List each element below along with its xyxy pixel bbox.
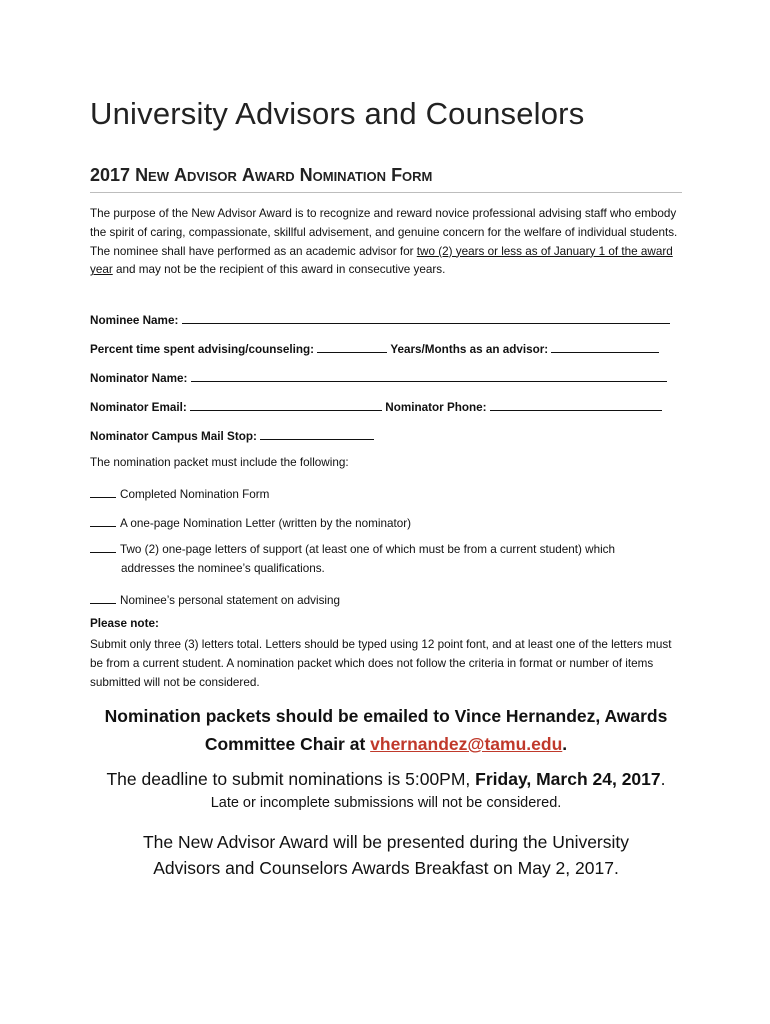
campus-mail-blank[interactable] <box>260 427 374 440</box>
email-link[interactable]: vhernandez@tamu.edu <box>370 734 563 754</box>
percent-time-label: Percent time spent advising/counseling: <box>90 343 315 356</box>
purpose-criteria: two (2) years or less as of January 1 of the award year <box>90 244 673 277</box>
nominator-name-blank[interactable] <box>191 369 667 382</box>
deadline-line <box>90 767 682 791</box>
subtitle-word: Form <box>391 165 433 185</box>
packet-item <box>90 540 682 578</box>
packet-item-checkbox[interactable] <box>90 485 116 498</box>
nominator-contact-row <box>90 398 662 414</box>
nominator-phone-blank[interactable] <box>490 398 662 411</box>
subtitle-year: 2017 <box>90 165 131 185</box>
packet-item-label: Two (2) one-page letters of support (at least one of which must be from a current student) which <box>120 543 616 556</box>
page-title: University Advisors and Counselors <box>90 96 585 131</box>
nominee-name-blank[interactable] <box>182 311 670 324</box>
email-line-1: Nomination packets should be emailed to Vince Hernandez, Awards <box>104 706 668 726</box>
presentation-line-2: Advisors and Counselors Awards Breakfast on May 2, 2017. <box>153 858 619 878</box>
presentation-note <box>90 829 682 881</box>
subtitle-word: Nomination <box>299 165 387 185</box>
packet-item-label: Nominee’s personal statement on advising <box>120 594 341 607</box>
nominator-name-label: Nominator Name: <box>90 372 188 385</box>
subtitle-word: Advisor <box>174 165 237 185</box>
purpose-text: The purpose of the New Advisor Award is to recognize and reward novice professional advising staff who embody the spirit of caring, compassionate, skillful advisement, and genuine concern for the welfare of individual students. The nominee shall have performed as an academic advisor for <box>90 207 678 258</box>
subtitle-word: New <box>135 165 170 185</box>
deadline-date: Friday, March 24, 2017 <box>475 769 661 789</box>
note-body: Submit only three (3) letters total. Letters should be typed using 12 point font, and at least one of the letters must be from a current student. A nomination packet which does not follow the criteria in format or number of items submitted will not be considered. <box>90 638 672 689</box>
advising-time-row <box>90 340 659 356</box>
form-subtitle <box>90 165 682 193</box>
note-heading: Please note: <box>90 617 159 630</box>
deadline-period: . <box>660 769 666 789</box>
packet-item-checkbox[interactable] <box>90 514 116 527</box>
packet-item <box>90 591 340 607</box>
nominee-name-label: Nominee Name: <box>90 314 179 327</box>
purpose-text-end: and may not be the recipient of this award in consecutive years. <box>112 263 446 277</box>
packet-item <box>90 485 269 501</box>
email-prefix: Committee Chair at <box>204 734 371 754</box>
packet-item-checkbox[interactable] <box>90 591 116 604</box>
packet-intro: The nomination packet must include the following: <box>90 456 349 469</box>
email-line-2 <box>90 730 682 758</box>
nominee-name-row <box>90 311 670 327</box>
years-months-label: Years/Months as an advisor: <box>390 343 549 356</box>
purpose-paragraph <box>90 205 682 280</box>
nominator-email-label: Nominator Email: <box>90 401 187 414</box>
packet-item-label: Completed Nomination Form <box>120 488 270 501</box>
nominator-email-blank[interactable] <box>190 398 382 411</box>
subtitle-word: Award <box>241 165 295 185</box>
years-months-blank[interactable] <box>551 340 659 353</box>
packet-item-label: A one-page Nomination Letter (written by the nominator) <box>120 517 412 530</box>
late-notice: Late or incomplete submissions will not be considered. <box>210 795 562 811</box>
campus-mail-row <box>90 427 374 443</box>
nominator-name-row <box>90 369 667 385</box>
deadline-prefix: The deadline to submit nominations is 5:00PM, <box>106 769 476 789</box>
packet-item-label-continued: addresses the nominee’s qualifications. <box>121 562 325 575</box>
nominator-phone-label: Nominator Phone: <box>385 401 487 414</box>
packet-item <box>90 514 411 530</box>
packet-item-checkbox[interactable] <box>90 540 116 553</box>
email-instructions <box>90 702 682 758</box>
presentation-line-1: The New Advisor Award will be presented during the University <box>142 832 630 852</box>
email-period: . <box>562 734 568 754</box>
percent-time-blank[interactable] <box>317 340 387 353</box>
campus-mail-label: Nominator Campus Mail Stop: <box>90 430 257 443</box>
